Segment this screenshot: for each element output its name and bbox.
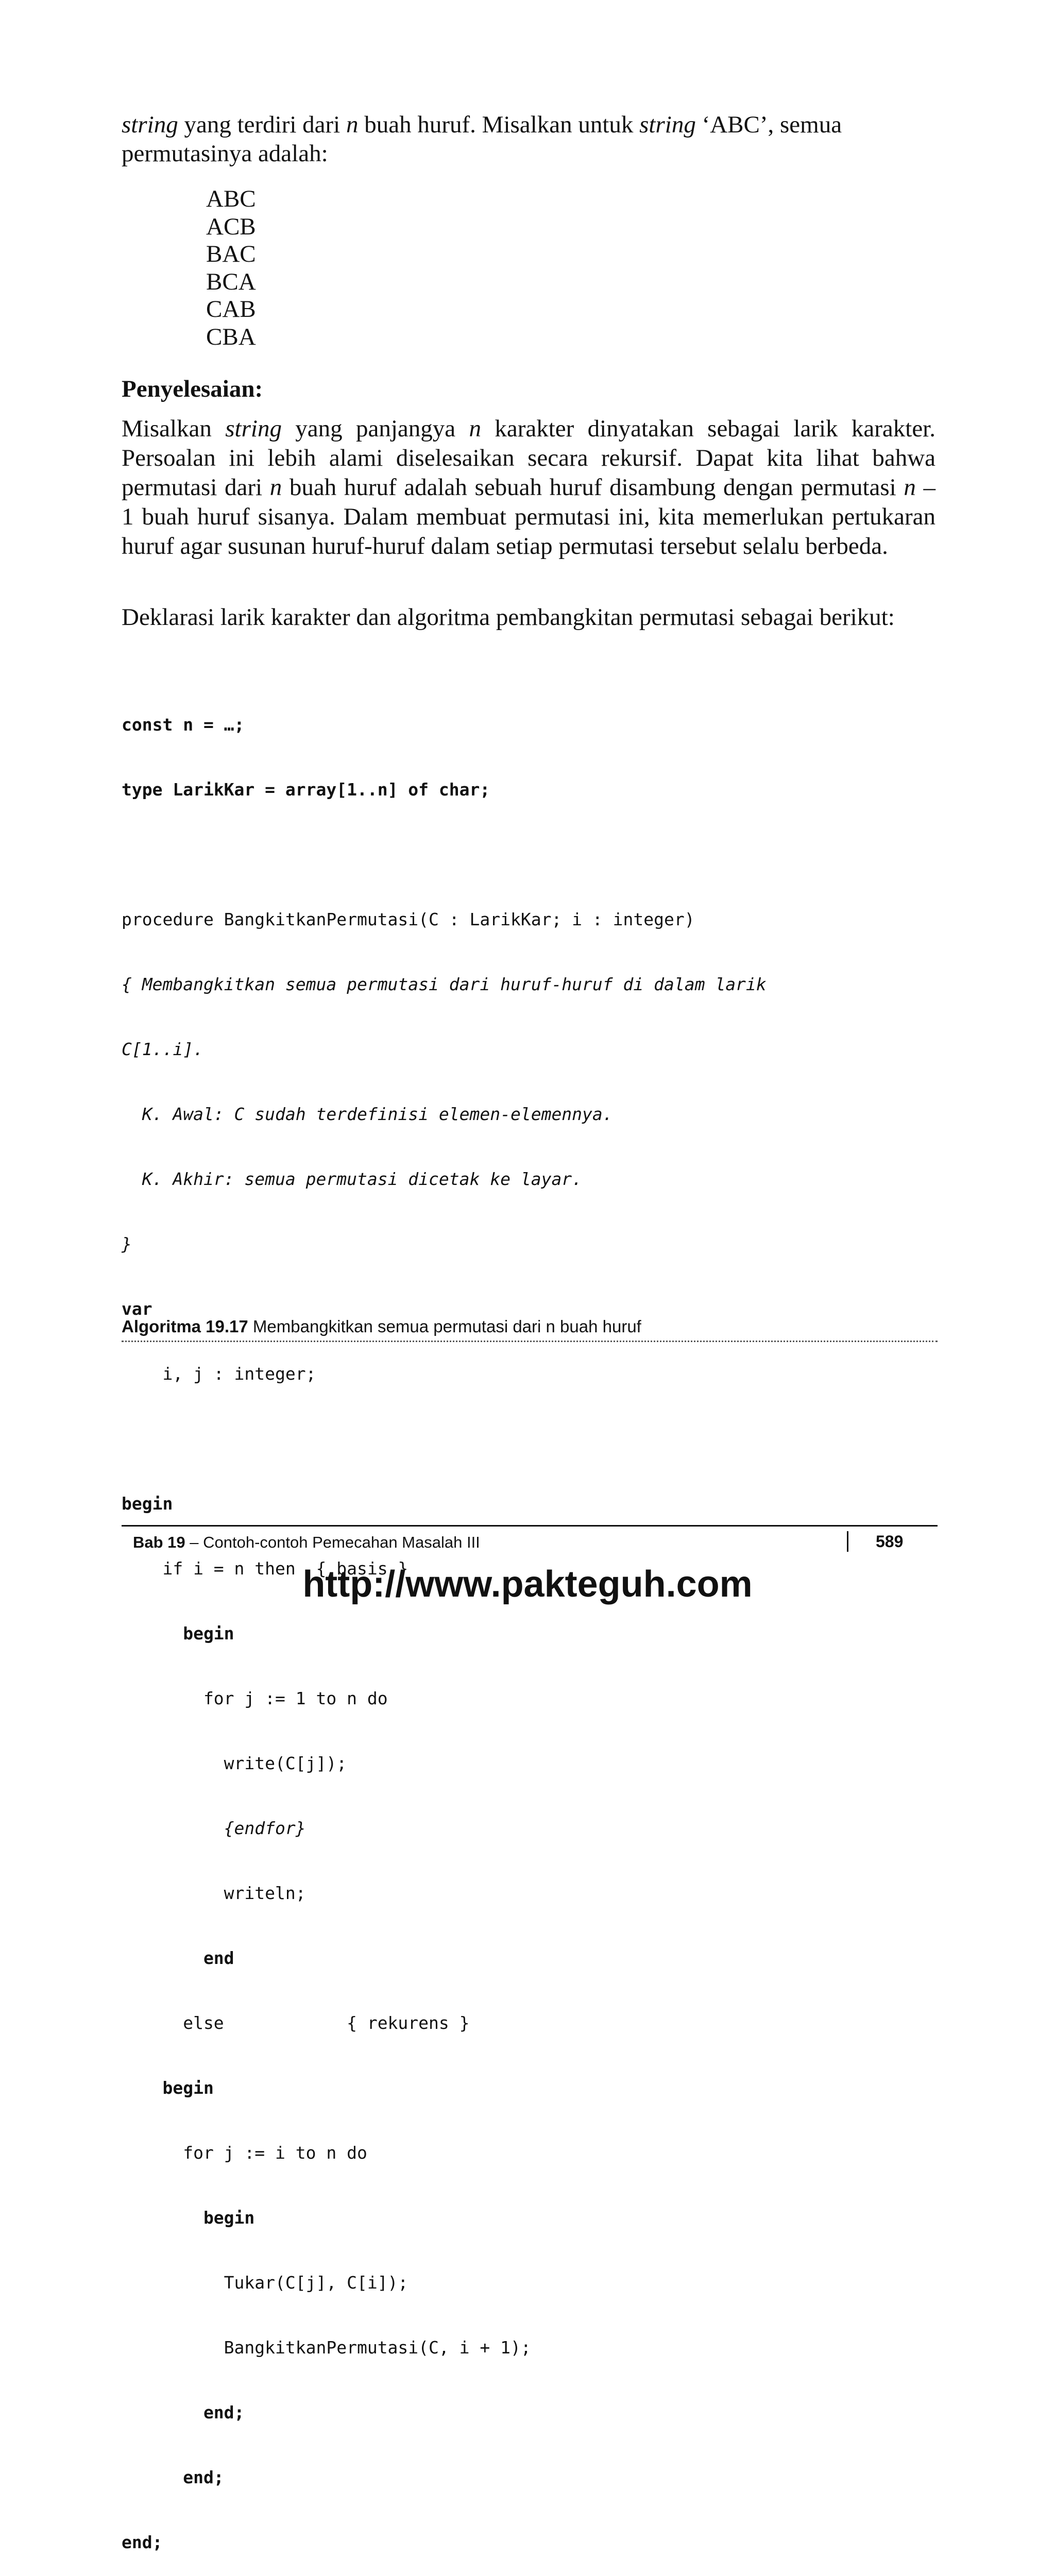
code-line: begin [122,2078,214,2098]
para-n-1: n [469,415,481,442]
code-line: type LarikKar = array[1..n] of char; [122,779,490,800]
para-text-i: – 1 buah huruf sisanya. Dalam membuat permutasi ini, kita memerlukan pertukaran huruf agar susunan huruf-huruf dalam setiap permutasi tersebut selalu berbeda. [122,474,935,560]
code-line: procedure BangkitkanPermutasi(C : LarikKar; i : integer) [122,909,695,929]
code-comment-line: } [122,1234,132,1254]
para-text-c: yang panjangya [281,415,469,442]
declaration-paragraph: Deklarasi larik karakter dan algoritma pembangkitan permutasi sebagai berikut: [122,604,895,631]
permutation-item: BCA [206,268,256,295]
code-line: Tukar(C[j], C[i]); [122,2273,409,2293]
intro-text-1: yang terdiri dari [178,111,346,138]
permutation-item: BAC [206,241,256,267]
footer-title: – Contoh-contoh Pemecahan Masalah III [185,1533,480,1551]
code-line: for j := i to n do [122,2143,367,2163]
code-line: BangkitkanPermutasi(C, i + 1); [122,2337,531,2358]
permutation-item: CBA [206,323,256,350]
intro-text-2: buah huruf. Misalkan untuk [358,111,640,138]
para-n-3: n [904,474,916,501]
solution-paragraph [122,414,935,561]
para-word-string: string [225,415,282,442]
code-comment-line: {endfor} [122,1818,306,1838]
intro-word-string: string [122,111,178,138]
permutation-item: ACB [206,213,256,240]
code-line: var [122,1299,152,1319]
page-number: 589 [876,1532,904,1551]
code-line: const n = …; [122,715,245,735]
footer-chapter: Bab 19 [133,1533,185,1551]
code-comment-line: { Membangkitkan semua permutasi dari huruf-huruf di dalam larik [122,974,767,994]
code-comment-line: K. Awal: C sudah terdefinisi elemen-elemennya. [122,1104,613,1124]
code-line: end [122,1948,234,1968]
intro-word-string-2: string [639,111,696,138]
code-line: begin [122,1623,234,1643]
para-text-a: Misalkan [122,415,226,442]
code-line: if i = n then { basis } [122,1558,409,1579]
section-heading: Penyelesaian: [122,376,263,402]
para-n-2: n [269,474,282,501]
running-footer [133,1533,480,1552]
caption-dotted-divider [122,1341,938,1342]
code-line: writeln; [122,1883,306,1903]
footer-divider [122,1525,938,1527]
algorithm-caption [122,1317,641,1336]
caption-text: Membangkitkan semua permutasi dari n buah huruf [248,1317,641,1336]
code-line: else { rekurens } [122,2013,470,2033]
code-line: end; [122,2402,245,2422]
watermark-url: http://www.pakteguh.com [302,1564,753,1605]
code-line: i, j : integer; [122,1364,316,1384]
code-comment-line: K. Akhir: semua permutasi dicetak ke layar. [122,1169,583,1189]
intro-paragraph [122,110,935,168]
code-blank-line [122,1428,946,1450]
code-line: begin [122,1494,173,1514]
intro-n: n [346,111,359,138]
para-text-g: buah huruf adalah sebuah huruf disambung dengan permutasi [282,474,904,501]
permutation-item: CAB [206,296,256,323]
code-line: end; [122,2467,224,2487]
code-line: end; [122,2532,163,2552]
para-text-e: karakter dinyatakan sebagai larik karakter. Persoalan ini lebih alami diselesaikan secara rekursif. Dapat kita lihat bahwa permutasi dari [122,415,935,501]
code-line: begin [122,2208,255,2228]
code-comment-line: C[1..i]. [122,1039,203,1059]
footer-separator [847,1531,848,1552]
permutation-list [206,185,256,351]
code-line: write(C[j]); [122,1753,347,1773]
permutation-item: ABC [206,185,256,212]
code-blank-line [122,844,946,866]
caption-label: Algoritma 19.17 [122,1317,248,1336]
code-line: for j := 1 to n do [122,1688,388,1708]
algorithm-code-block [122,671,946,2576]
intro-text-3: ‘ABC’, semua permutasinya adalah: [122,111,842,167]
